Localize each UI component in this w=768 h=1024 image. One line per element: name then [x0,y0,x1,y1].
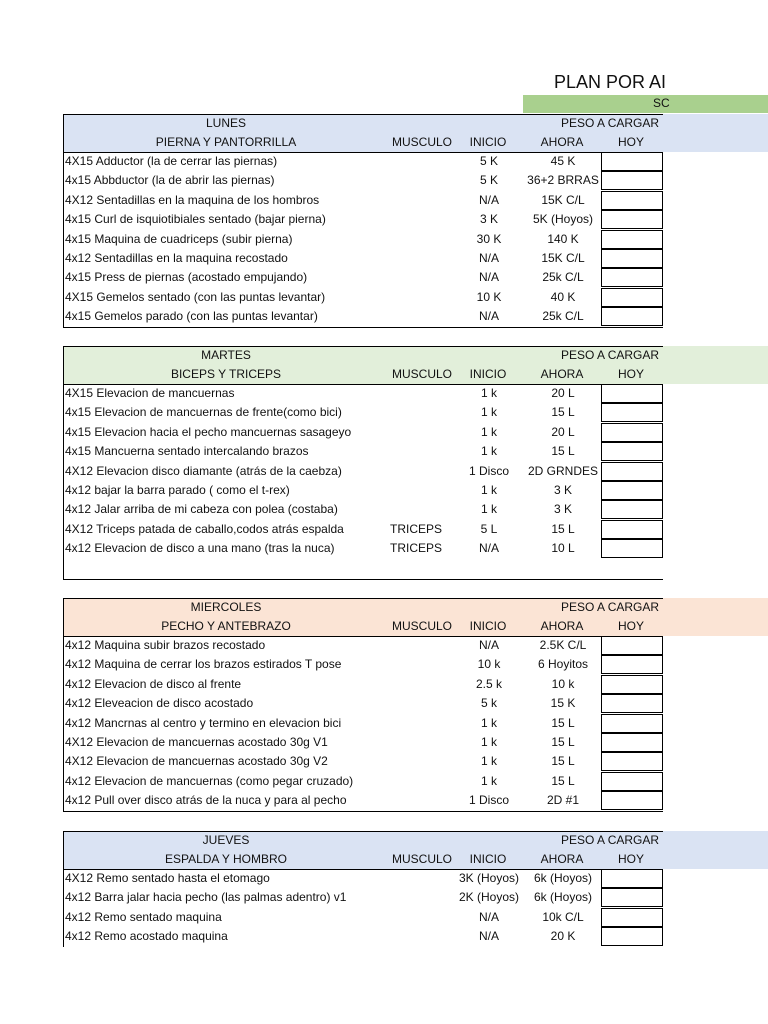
exercise-name: 4X12 Elevacion disco diamante (atrás de la caebza) [65,463,342,478]
inicio-cell: 1 k [480,424,497,439]
table-row [64,539,663,558]
table-row [64,752,663,771]
inicio-cell: N/A [478,250,499,265]
exercise-name: 4x12 Maquina de cerrar los brazos estirados T pose [65,657,342,672]
hoy-input-cell[interactable] [601,675,663,694]
subtitle-bar [523,95,768,113]
ahora-cell: 15 L [551,444,575,459]
inicio-cell: 1 k [480,715,497,730]
table-row [64,733,663,752]
exercise-name: 4X12 Triceps patada de caballo,codos atrás espalda [65,521,344,536]
table-row [64,675,663,694]
ahora-cell: 15K C/L [541,250,585,265]
section-miercoles [63,598,768,811]
inicio-header: INICIO [469,135,507,149]
section-header [63,114,768,152]
day-label: MIERCOLES [190,600,262,614]
hoy-header: HOY [617,135,644,149]
inicio-cell: 1 k [480,386,497,400]
table-row [64,520,663,539]
table-row [64,249,663,268]
inicio-cell: 5 K [479,173,498,188]
ahora-header: AHORA [540,619,584,633]
exercise-name: 4x12 Mancrnas al centro y termino en elevacion bici [65,715,342,730]
table-row [64,423,663,442]
inicio-cell: 2K (Hoyos) [458,890,520,905]
exercise-name: 4x12 Remo acostado maquina [65,929,228,944]
section-lunes [63,114,768,327]
muscle-cell: TRICEPS [390,541,443,556]
ahora-cell: 10 L [551,541,575,556]
inicio-cell: 5 K [479,154,498,168]
table-row [64,384,663,403]
ahora-cell: 15 K [550,696,576,711]
exercise-name: 4X15 Elevacion de mancuernas [65,386,235,400]
ahora-header: AHORA [540,135,584,149]
table-row [64,481,663,500]
inicio-cell: N/A [478,309,499,324]
exercise-name: 4x12 Elevacion de disco a una mano (tras la nuca) [65,541,335,556]
inicio-cell: 1 k [480,502,497,517]
inicio-cell: 3 K [479,212,498,227]
hoy-input-cell[interactable] [601,462,663,481]
exercise-name: 4x15 Mancuerna sentado intercalando brazos [65,444,309,459]
ahora-cell: 15 L [551,405,575,420]
ahora-cell: 6 Hoyitos [537,657,589,672]
exercise-name: 4x12 Remo sentado maquina [65,909,222,924]
hoy-input-cell[interactable] [601,927,663,946]
ahora-header: AHORA [540,852,584,866]
table-row [64,403,663,422]
exercise-name: 4x12 Maquina subir brazos recostado [65,638,266,652]
section-jueves [63,831,768,947]
exercise-name: 4x12 Eleveacion de disco acostado [65,696,254,711]
hoy-input-cell[interactable] [601,733,663,752]
exercise-list [63,636,663,811]
hoy-header: HOY [617,367,644,381]
table-row [64,171,663,190]
hoy-input-cell[interactable] [601,714,663,733]
musculo-header: MUSCULO [392,135,453,149]
exercise-name: 4x15 Elevacion hacia el pecho mancuernas sasageyo [65,424,352,439]
muscle-cell: TRICEPS [390,521,443,536]
ahora-cell: 20 K [550,929,576,944]
day-label: JUEVES [202,833,250,847]
inicio-cell: 5 L [480,521,498,536]
exercise-name: 4x15 Press de piernas (acostado empujando) [65,270,308,285]
hoy-input-cell[interactable] [601,384,663,403]
hoy-input-cell[interactable] [601,249,663,268]
group-label: BICEPS Y TRICEPS [170,367,282,381]
exercise-list [63,384,663,579]
ahora-cell: 10k C/L [542,909,584,924]
ahora-cell: 45 K [550,154,576,168]
ahora-header: AHORA [540,367,584,381]
section-header [63,831,768,869]
hoy-input-cell[interactable] [601,772,663,791]
group-label: ESPALDA Y HOMBRO [164,852,288,866]
inicio-cell: 1 Disco [468,793,509,808]
ahora-cell: 3 K [553,502,572,517]
ahora-cell: 15 L [551,754,575,769]
table-row [64,927,663,946]
musculo-header: MUSCULO [392,367,453,381]
exercise-name: 4X12 Elevacion de mancuernas acostado 30g V1 [65,734,328,749]
musculo-header: MUSCULO [392,619,453,633]
inicio-cell: N/A [478,638,499,652]
exercise-name: 4x12 Pull over disco atrás de la nuca y para al pecho [65,793,347,808]
exercise-list [63,869,663,947]
inicio-cell: 10 K [476,289,502,304]
exercise-name: 4x15 Curl de isquiotibiales sentado (bajar pierna) [65,212,326,227]
section-header [63,346,768,384]
ahora-cell: 25k C/L [542,270,584,285]
exercise-name: 4X12 Remo sentado hasta el etomago [65,871,270,885]
group-label: PIERNA Y PANTORRILLA [155,135,297,149]
hoy-input-cell[interactable] [601,171,663,190]
hoy-input-cell[interactable] [601,655,663,674]
ahora-cell: 6k (Hoyos) [533,871,592,885]
inicio-cell: N/A [478,909,499,924]
table-row [64,714,663,733]
inicio-cell: 1 k [480,405,497,420]
inicio-cell: 2.5 k [475,676,502,691]
hoy-input-cell[interactable] [601,752,663,771]
section-bottom-border [63,327,663,328]
table-row [64,500,663,519]
inicio-cell: N/A [478,270,499,285]
hoy-input-cell[interactable] [601,539,663,558]
day-label: MARTES [201,348,251,362]
exercise-name: 4x12 Jalar arriba de mi cabeza con polea (costaba) [65,502,338,517]
hoy-input-cell[interactable] [601,481,663,500]
exercise-list [63,152,663,327]
ahora-cell: 10 k [551,676,575,691]
hoy-input-cell[interactable] [601,210,663,229]
table-row [64,772,663,791]
table-row [64,869,663,888]
ahora-cell: 15K C/L [541,192,585,207]
ahora-cell: 15 L [551,773,575,788]
hoy-input-cell[interactable] [601,423,663,442]
inicio-header: INICIO [469,367,507,381]
subtitle-label: SC [653,96,670,110]
peso-label: PESO A CARGAR [561,600,660,614]
inicio-cell: 1 k [480,444,497,459]
exercise-name: 4X15 Gemelos sentado (con las puntas levantar) [65,289,326,304]
peso-label: PESO A CARGAR [561,833,660,847]
hoy-input-cell[interactable] [601,288,663,307]
hoy-input-cell[interactable] [601,307,663,326]
hoy-input-cell[interactable] [601,791,663,810]
table-row [64,288,663,307]
inicio-cell: 1 Disco [468,463,509,478]
inicio-cell: 1 k [480,482,497,497]
ahora-cell: 36+2 BRRAS [527,173,599,188]
table-row [64,230,663,249]
section-martes [63,346,768,579]
inicio-cell: 3K (Hoyos) [458,871,520,885]
hoy-input-cell[interactable] [601,152,663,171]
exercise-name: 4x12 Elevacion de mancuernas (como pegar cruzado) [65,773,354,788]
table-row [64,307,663,326]
table-row [64,908,663,927]
musculo-header: MUSCULO [392,852,453,866]
hoy-input-cell[interactable] [601,636,663,655]
hoy-input-cell[interactable] [601,500,663,519]
exercise-name: 4x12 Sentadillas en la maquina recostado [65,250,288,265]
hoy-input-cell[interactable] [601,869,663,888]
hoy-input-cell[interactable] [601,230,663,249]
exercise-name: 4x12 Elevacion de disco al frente [65,676,242,691]
table-row [64,210,663,229]
ahora-cell: 20 L [551,386,575,400]
group-label: PECHO Y ANTEBRAZO [161,619,291,633]
hoy-header: HOY [617,619,644,633]
ahora-cell: 140 K [547,231,579,246]
inicio-header: INICIO [469,619,507,633]
inicio-cell: N/A [478,192,499,207]
ahora-cell: 15 L [551,715,575,730]
day-label: LUNES [205,116,246,130]
section-bottom-border [63,811,663,812]
hoy-input-cell[interactable] [601,403,663,422]
inicio-cell: 1 k [480,734,497,749]
inicio-cell: 10 k [477,657,501,672]
exercise-name: 4x15 Elevacion de mancuernas de frente(como bici) [65,405,342,420]
exercise-name: 4x12 bajar la barra parado ( como el t-rex) [65,482,290,497]
ahora-cell: 15 L [551,734,575,749]
ahora-cell: 40 K [550,289,576,304]
ahora-cell: 3 K [553,482,572,497]
inicio-cell: 5 k [480,696,497,711]
peso-label: PESO A CARGAR [561,116,660,130]
ahora-cell: 20 L [551,424,575,439]
exercise-name: 4x15 Maquina de cuadriceps (subir pierna) [65,231,293,246]
section-bottom-border [63,579,663,580]
ahora-cell: 2D #1 [546,793,580,808]
sheet-title: PLAN POR AI [554,72,667,92]
ahora-cell: 6k (Hoyos) [533,890,592,905]
inicio-cell: 1 k [480,773,497,788]
hoy-input-cell[interactable] [601,694,663,713]
exercise-name: 4x15 Abbductor (la de abrir las piernas) [65,173,275,188]
ahora-cell: 2.5K C/L [539,638,587,652]
inicio-cell: 30 K [476,231,502,246]
table-row [64,655,663,674]
peso-label: PESO A CARGAR [561,348,660,362]
exercise-name: 4X12 Sentadillas en la maquina de los hombros [65,192,320,207]
table-row [64,191,663,210]
inicio-cell: 1 k [480,754,497,769]
hoy-input-cell[interactable] [601,520,663,539]
exercise-name: 4x15 Gemelos parado (con las puntas levantar) [65,309,318,324]
table-row [64,152,663,171]
hoy-input-cell[interactable] [601,442,663,461]
inicio-cell: N/A [478,929,499,944]
table-row [64,442,663,461]
hoy-input-cell[interactable] [601,268,663,287]
table-row [64,694,663,713]
section-header [63,598,768,636]
table-row [64,636,663,655]
exercise-name: 4x12 Barra jalar hacia pecho (las palmas adentro) v1 [65,890,347,905]
inicio-cell: N/A [478,541,499,556]
ahora-cell: 2D GRNDES [527,463,598,478]
hoy-input-cell[interactable] [601,191,663,210]
exercise-name: 4X12 Elevacion de mancuernas acostado 30g V2 [65,754,328,769]
table-row [64,268,663,287]
ahora-cell: 15 L [551,521,575,536]
hoy-input-cell[interactable] [601,888,663,907]
exercise-name: 4X15 Adductor (la de cerrar las piernas) [65,154,278,168]
ahora-cell: 25k C/L [542,309,584,324]
ahora-cell: 5K (Hoyos) [532,212,594,227]
blank-row [64,559,663,579]
hoy-input-cell[interactable] [601,908,663,927]
inicio-header: INICIO [469,852,507,866]
hoy-header: HOY [617,852,644,866]
table-row [64,791,663,810]
table-row [64,888,663,907]
table-row [64,462,663,481]
